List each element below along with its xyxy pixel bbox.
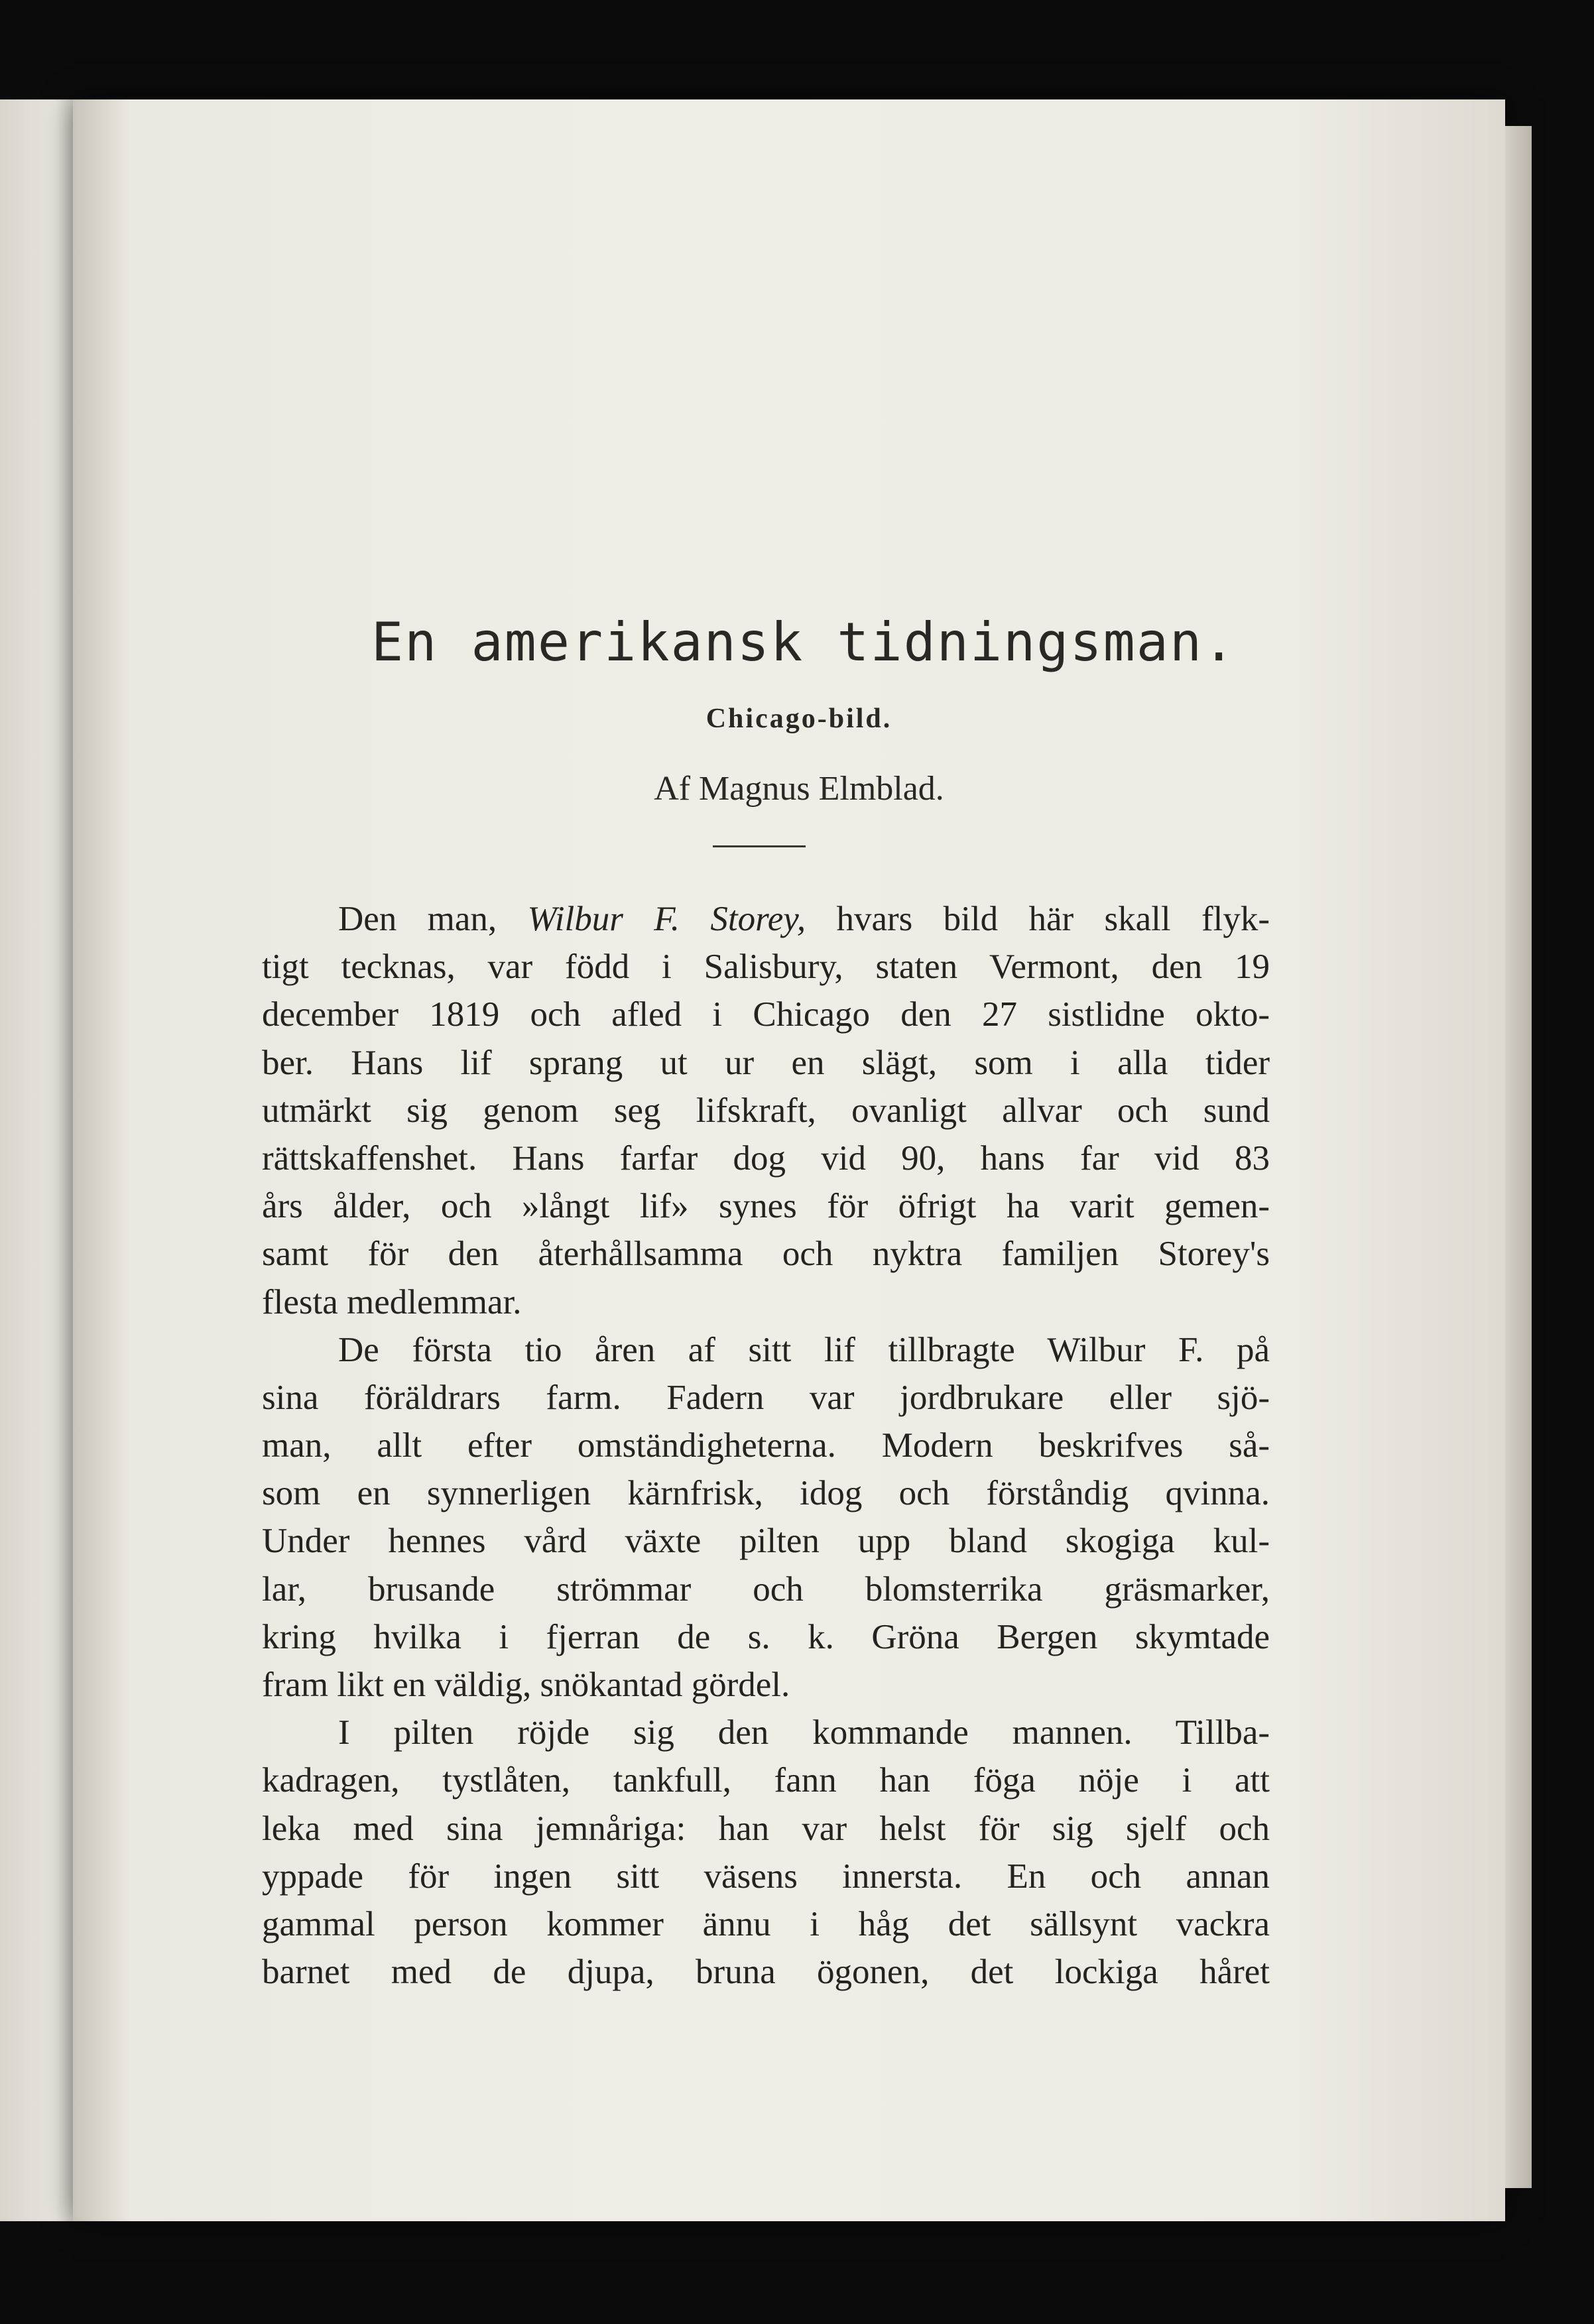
body-line: flesta medlemmar. xyxy=(262,1282,522,1321)
body-line: samt för den återhållsamma och nyktra familjen Storey's xyxy=(262,1235,1270,1274)
body-line: kring hvilka i fjerran de s. k. Gröna Bergen skymtade xyxy=(262,1617,1270,1656)
body-line: rättskaffenshet. Hans farfar dog vid 90, hans far vid 83 xyxy=(262,1138,1270,1178)
body-line: I pilten röjde sig den kommande mannen. Tillba- xyxy=(338,1713,1270,1752)
body-line: Under hennes vård växte pilten upp bland skogiga kul- xyxy=(262,1522,1270,1561)
body-line: leka med sina jemnåriga: han var helst för sig sjelf och xyxy=(262,1809,1270,1848)
divider-rule xyxy=(713,845,806,847)
body-line: Den man, Wilbur F. Storey, hvars bild här skall flyk- xyxy=(338,900,1270,938)
body-line: fram likt en väldig, snökantad gördel. xyxy=(262,1666,790,1704)
article-author: Af Magnus Elmblad. xyxy=(654,770,944,808)
page-edge xyxy=(1505,126,1532,2188)
body-line: utmärkt sig genom seg lifskraft, ovanligt allvar och sund xyxy=(262,1091,1270,1130)
body-line: kadragen, tystlåten, tankfull, fann han föga nöje i att xyxy=(262,1761,1270,1800)
body-line: års ålder, och »långt lif» synes för öfrigt ha varit gemen- xyxy=(262,1187,1270,1226)
article-title: En amerikansk tidningsman. xyxy=(371,611,1237,673)
body-line: De första tio åren af sitt lif tillbragte Wilbur F. på xyxy=(338,1330,1270,1369)
body-line: december 1819 och afled i Chicago den 27 sistlidne okto- xyxy=(262,995,1270,1034)
article-subtitle: Chicago-bild. xyxy=(705,703,892,734)
body-line: som en synnerligen kärnfrisk, idog och förståndig qvinna. xyxy=(262,1474,1270,1513)
person-name: Wilbur F. Storey, xyxy=(527,900,806,938)
body-line: tigt tecknas, var född i Salisbury, staten Vermont, den 19 xyxy=(262,948,1270,987)
body-line: yppade för ingen sitt väsens innersta. En och annan xyxy=(262,1857,1270,1896)
body-line: sina föräldrars farm. Fadern var jordbrukare eller sjö- xyxy=(262,1378,1270,1417)
article-body xyxy=(262,895,1270,1996)
body-line: lar, brusande strömmar och blomsterrika gräsmarker, xyxy=(262,1569,1270,1609)
body-line: barnet med de djupa, bruna ögonen, det lockiga håret xyxy=(262,1953,1270,1992)
body-line: man, allt efter omständigheterna. Modern beskrifves så- xyxy=(262,1426,1270,1465)
body-line: gammal person kommer ännu i håg det sällsynt vackra xyxy=(262,1904,1270,1943)
body-line: ber. Hans lif sprang ut ur en slägt, som i alla tider xyxy=(262,1043,1270,1082)
